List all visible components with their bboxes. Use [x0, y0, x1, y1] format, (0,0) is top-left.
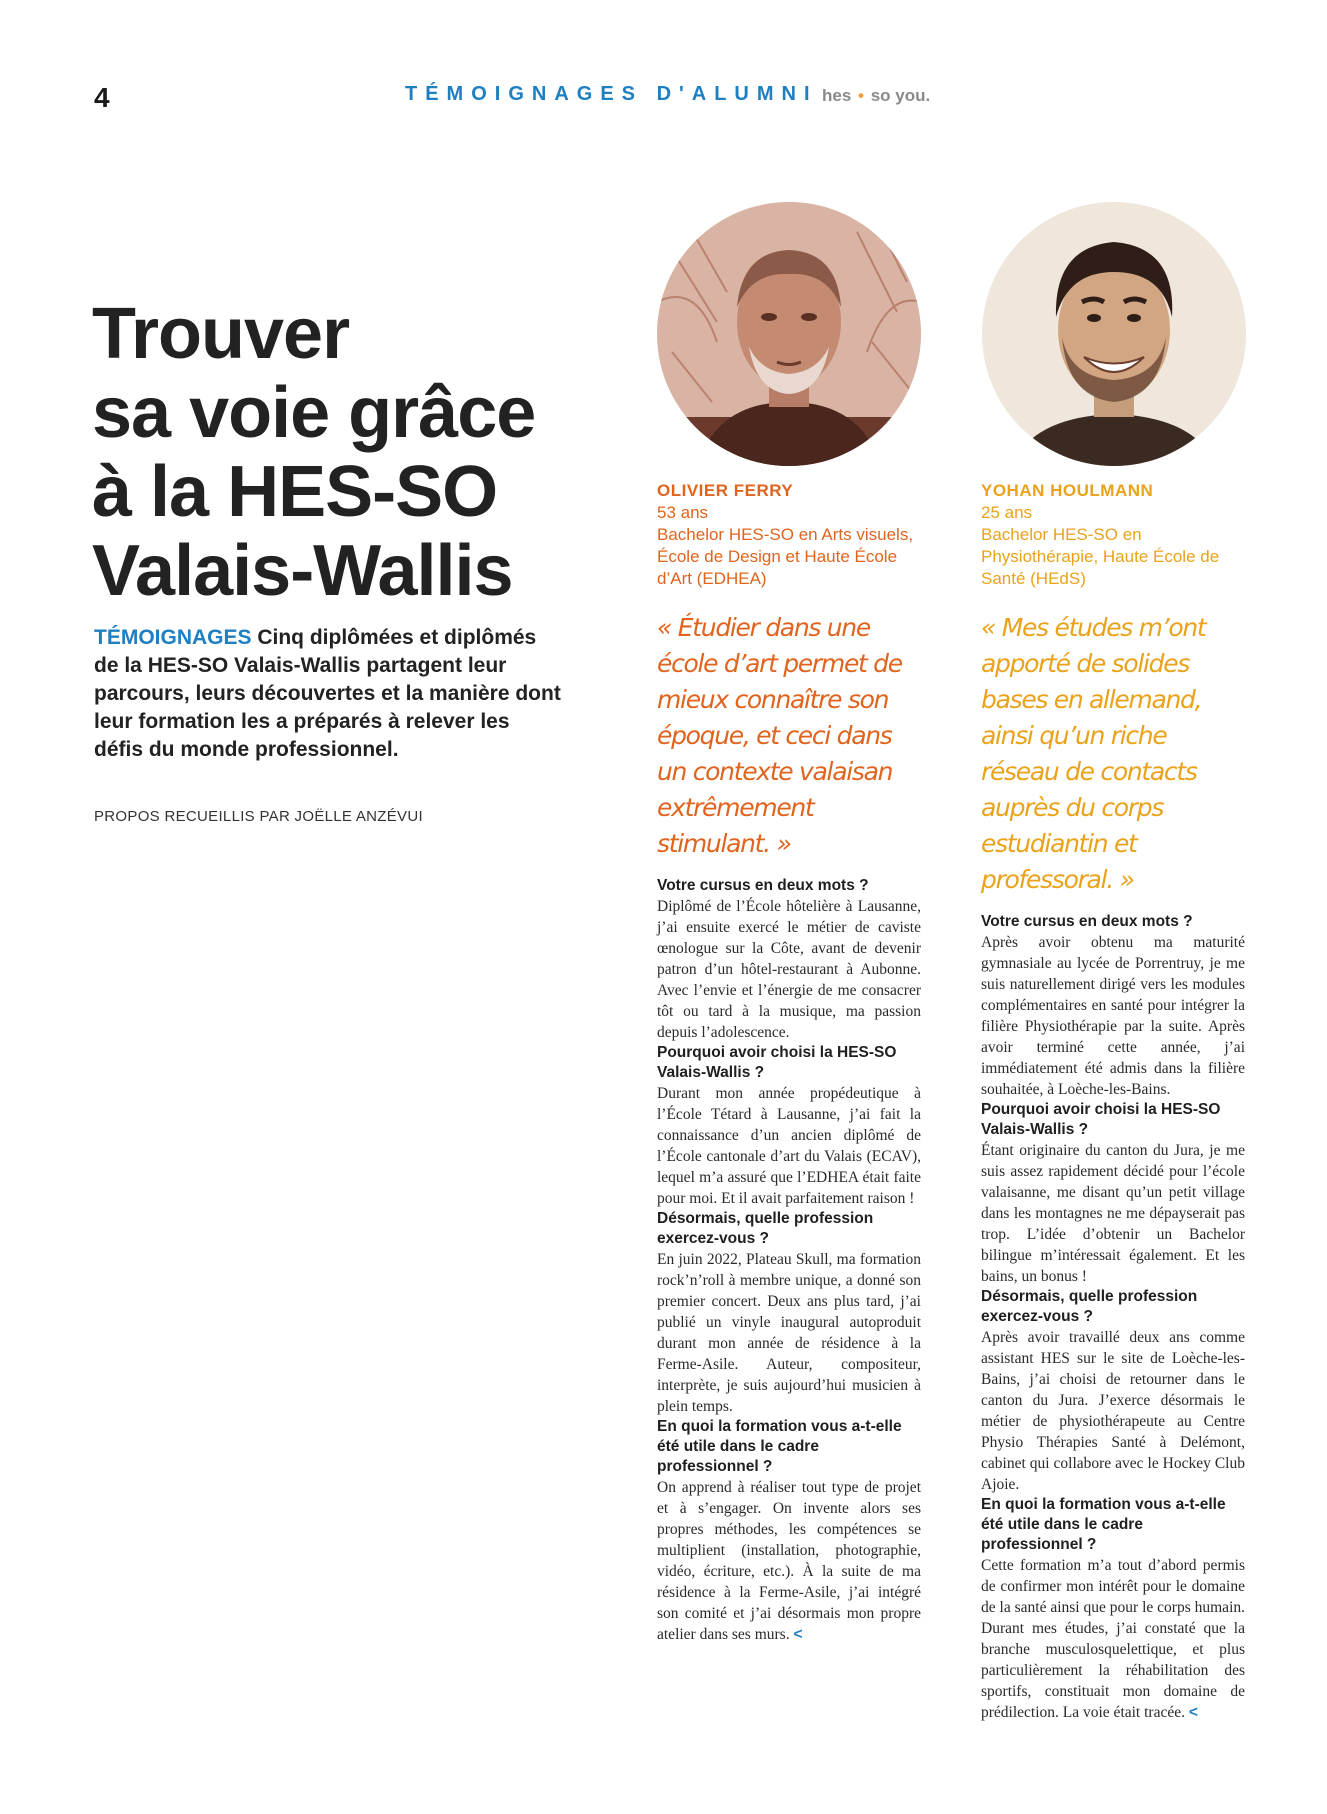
answer: En juin 2022, Plateau Skull, ma formation rock’n’roll à membre unique, a donné son premier concert. Deux ans plus tard, j’ai publié un vinyle inaugural autoproduit durant mon année de résidence à la Ferme-Asile. Auteur, compositeur, interprète, je suis aujourd’hui musicien à plein temps.	[657, 1251, 921, 1415]
article-headline	[92, 295, 652, 611]
testimonial-olivier-ferry	[657, 480, 921, 1645]
question: Pourquoi avoir choisi la HES-SO Valais-Wallis ?	[981, 1101, 1221, 1138]
answer	[981, 1555, 1245, 1723]
article-credit: PROPOS RECUEILLIS PAR JOËLLE ANZÉVUI	[94, 808, 423, 825]
interview	[657, 876, 921, 1645]
lead-text: Cinq diplômées et diplômés de la HES-SO Valais-Wallis partagent leur parcours, leurs découvertes et la manière dont leur formation les a préparés à relever les défis du monde professionnel.	[94, 626, 561, 761]
answer	[657, 1477, 921, 1645]
pull-quote: « Étudier dans une école d’art permet de mieux connaître son époque, et ceci dans un contexte valaisan extrêmement stimulant. »	[657, 613, 902, 858]
lead-kicker: TÉMOIGNAGES	[94, 626, 252, 649]
end-mark: <	[793, 1626, 803, 1643]
interview	[981, 912, 1245, 1723]
end-mark: <	[1188, 1704, 1198, 1721]
pull-quote: « Mes études m’ont apporté de solides bases en allemand, ainsi qu’un riche réseau de contacts auprès du corps estudiantin et professoral. »	[981, 613, 1206, 894]
question: Votre cursus en deux mots ?	[657, 877, 869, 894]
question: Votre cursus en deux mots ?	[981, 913, 1193, 930]
person-age: 25 ans	[981, 503, 1033, 522]
brand-dot: •	[858, 86, 864, 105]
article-lead	[94, 624, 564, 764]
answer-text: On apprend à réaliser tout type de projet et à s’engager. On invente alors ses propres méthodes, les compétences se multiplient (installation, photographie, vidéo, écriture, etc.). À la suite de ma résidence à la Ferme-Asile, j’ai intégré son comité et j’ai désormais mon propre atelier dans ses murs.	[657, 1479, 921, 1643]
question: Désormais, quelle profession exercez-vous ?	[981, 1288, 1198, 1325]
person-name: YOHAN HOULMANN	[981, 481, 1154, 500]
answer: Après avoir travaillé deux ans comme assistant HES sur le site de Loèche-les-Bains, j’ai choisi de retourner dans le canton du Jura. J’exerce désormais le métier de physiothérapeute au Centre Physio Thérapies Santé à Delémont, cabinet qui collabore avec le Hockey Club Ajoie.	[981, 1329, 1245, 1493]
question: En quoi la formation vous a-t-elle été utile dans le cadre professionnel ?	[981, 1496, 1226, 1553]
answer: Durant mon année propédeutique à l’École Tétard à Lausanne, j’ai fait la connaissance d’un ancien diplômé de l’École cantonale d’art du Valais (ECAV), lequel m’a assuré que l’EDHEA était faite pour moi. Et il avait parfaitement raison !	[657, 1085, 921, 1207]
answer: Étant originaire du canton du Jura, je me suis assez rapidement décidé pour l’école valaisanne, me disant qu’un petit village dans les montagnes ne me dépayserait pas trop. L’idée d’obtenir un Bachelor bilingue m’intéressait également. Et les bains, un bonus !	[981, 1142, 1245, 1285]
question: Pourquoi avoir choisi la HES-SO Valais-Wallis ?	[657, 1044, 897, 1081]
brand-logo	[822, 86, 930, 106]
headline-line: Trouver	[92, 294, 350, 374]
brand-left: hes	[822, 86, 852, 105]
person-degree: Bachelor HES-SO en Arts visuels, École de Design et Haute École d’Art (EDHEA)	[657, 525, 914, 588]
portrait-olivier-image	[657, 202, 921, 466]
brand-right: so you.	[870, 86, 931, 105]
question: Désormais, quelle profession exercez-vous ?	[657, 1210, 874, 1247]
person-name: OLIVIER FERRY	[657, 481, 794, 500]
headline-line: sa voie grâce	[92, 373, 536, 453]
portrait-yohan-image	[982, 202, 1246, 466]
portrait-olivier-ferry	[657, 202, 921, 466]
headline-line: à la HES-SO	[92, 452, 498, 532]
testimonial-yohan-houlmann	[981, 480, 1245, 1723]
answer: Après avoir obtenu ma maturité gymnasiale au lycée de Porrentruy, je me suis naturellement dirigé vers les modules complémentaires en santé pour intégrer la filière Physiothérapie par la suite. Après avoir terminé cette année, j’ai immédiatement été admis dans la filière souhaitée, à Loèche-les-Bains.	[981, 934, 1245, 1098]
portrait-yohan-houlmann	[982, 202, 1246, 466]
page-number: 4	[94, 82, 110, 113]
answer: Diplômé de l’École hôtelière à Lausanne, j’ai ensuite exercé le métier de caviste œnologue sur la Côte, avant de devenir patron d’un hôtel-restaurant à Aubonne. Avec l’envie et l’énergie de me consacrer tôt ou tard à la musique, ma passion depuis l’adolescence.	[657, 898, 921, 1041]
answer-text: Cette formation m’a tout d’abord permis de confirmer mon intérêt pour le domaine de la santé ainsi que pour le corps humain. Durant mes études, j’ai constaté que la branche musculosquelettique, et plus particulièrement la réhabilitation des sportifs, constituait mon domaine de prédilection. La voie était tracée.	[981, 1557, 1245, 1721]
question: En quoi la formation vous a-t-elle été utile dans le cadre professionnel ?	[657, 1418, 902, 1475]
headline-line: Valais-Wallis	[92, 531, 513, 611]
person-degree: Bachelor HES-SO en Physiothérapie, Haute École de Santé (HEdS)	[981, 525, 1220, 588]
section-header: TÉMOIGNAGES D'ALUMNI	[405, 83, 818, 105]
person-age: 53 ans	[657, 503, 709, 522]
